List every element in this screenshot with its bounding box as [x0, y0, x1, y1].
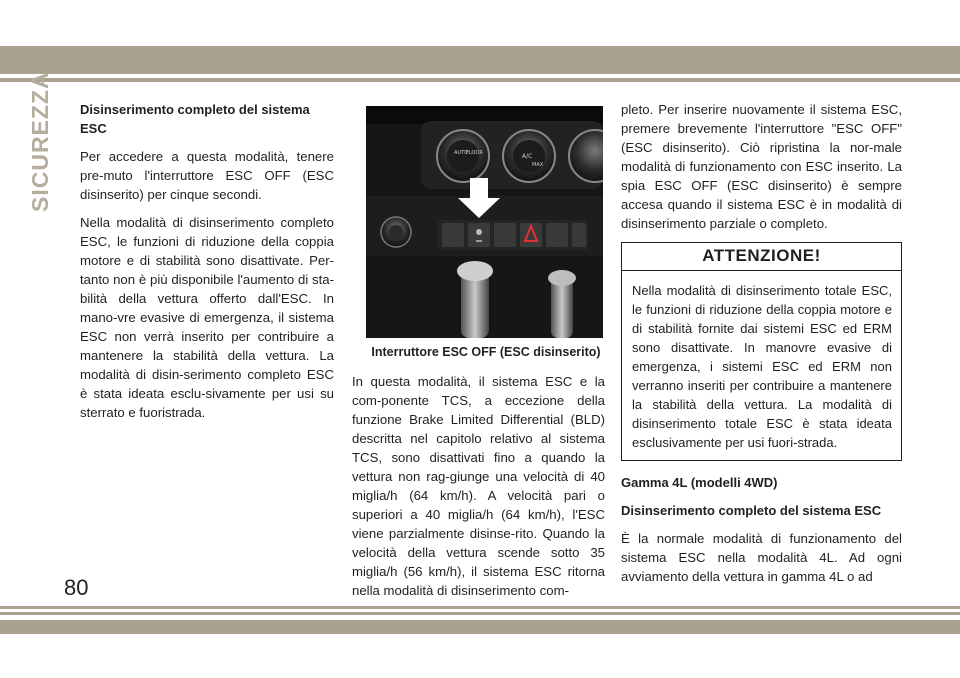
column-3-intro: pleto. Per inserire nuovamente il sistema ESC, premere brevemente l'interruttore "ESC OFF" (ESC disinserito). Ciò ripristina la nor-male modalità di funzionamento con ESC inserito. La spia ESC OFF (ESC disinserito) è sempre accesa quando il sistema ESC è in modalità di disinserimento parziale o completo. — [621, 102, 902, 231]
warning-text: Nella modalità di disinserimento totale ESC, le funzioni di riduzione della coppia motore e di stabilità fornite dai sistemi ESC ed ERM sono disattivate. In manovre evasive di emergenza, i sistemi ESC ed ERM non verranno inseriti per contribuire a mantenere la stabilità della vettura. La modalità di disinserimento totale ESC è stata ideata esclusivamente per usi fuori-strada. — [632, 283, 892, 450]
column-1 — [80, 100, 334, 431]
column-1-paragraph: Per accedere a questa modalità, tenere pre-muto l'interruttore ESC OFF (ESC disinserito) per cinque secondi. — [80, 149, 334, 202]
column-2-paragraph: In questa modalità, il sistema ESC e la com-ponente TCS, a eccezione della funzione Brake Limited Differential (BLD) descritta nel capitolo relativo al sistema TCS, sono disattivati fino a quando la vettura non rag-giunge una velocità di 40 miglia/h (64 km/h). A velocità pari o superiori a 40 miglia/h (64 km/h), l'ESC viene parzialmente disinse-rito. Quando la velocità della vettura scende sotto 35 miglia/h (56 km/h), il sistema ESC ritorna nella modalità di disinserimento com- — [352, 374, 605, 598]
section-label: SICUREZZA — [27, 71, 53, 212]
warning-title: ATTENZIONE! — [622, 243, 901, 271]
gauge-label: A/C — [522, 153, 533, 160]
figure-caption: Interruttore ESC OFF (ESC disinserito) — [371, 345, 601, 359]
gauge-label: FLOOR — [466, 150, 483, 156]
footer-rule — [0, 606, 960, 609]
column-1-paragraph: Nella modalità di disinserimento completo ESC, le funzioni di riduzione della coppia motore e di stabilità sono disattivate. Per-tanto non è più disponibile l'aumento di sta-bilità della vettura offerto dall'ESC. In mano-vre evasive di emergenza, il sistema ESC non verrà inserito per contribuire a mantenere la stabilità della vettura. La modalità di disin-serimento completo ESC è stata ideata esclu-sivamente per usi su sterrato e fuoristrada. — [80, 215, 334, 420]
column-1-heading: Disinserimento completo del sistema ESC — [80, 102, 310, 136]
column-3 — [621, 100, 902, 595]
esc-off-switch-photo — [366, 106, 603, 338]
header-rule — [0, 78, 960, 82]
gauge-label: AUTO — [454, 150, 469, 156]
page-number: 80 — [64, 575, 89, 600]
column-3-heading: Gamma 4L (modelli 4WD) — [621, 475, 778, 490]
gauge-label: MAX — [532, 162, 544, 168]
column-3-subheading: Disinserimento completo del sistema ESC — [621, 503, 882, 518]
footer-band — [0, 620, 960, 634]
footer-rule — [0, 612, 960, 615]
column-3-outro: È la normale modalità di funzionamento del sistema ESC nella modalità 4L. Ad ogni avviamento della vettura in gamma 4L o ad — [621, 531, 902, 584]
warning-box — [621, 242, 902, 461]
header-band — [0, 46, 960, 74]
column-2 — [352, 372, 605, 609]
